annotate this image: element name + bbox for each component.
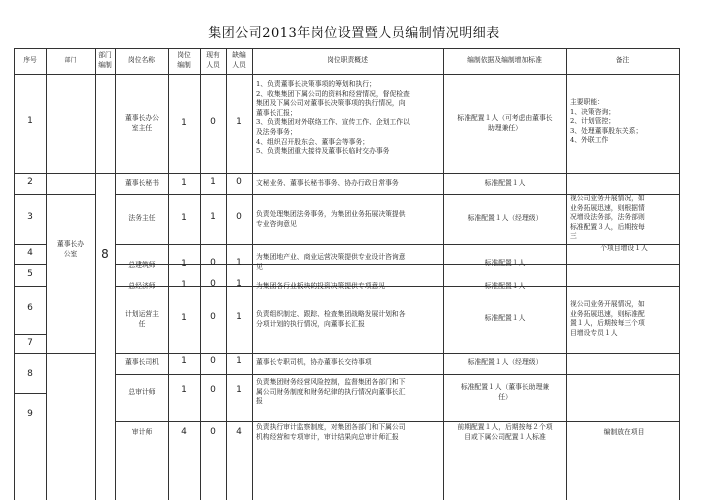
- post-quota: 1: [181, 118, 187, 128]
- post-name: 计划运营主 任: [125, 310, 159, 328]
- header-basis: 编制依据及编制增加标准: [467, 56, 542, 65]
- post-quota: 1: [181, 356, 187, 366]
- grid-line: [14, 393, 46, 394]
- vacancy: 1: [236, 258, 242, 268]
- row-seq: 5: [27, 269, 33, 279]
- row-seq: 2: [27, 177, 33, 187]
- grid-line: [14, 244, 46, 245]
- grid-line: [95, 48, 96, 500]
- row-seq: 8: [27, 369, 33, 379]
- post-name: 董事长司机: [125, 358, 159, 366]
- post-quota: 4: [181, 427, 187, 437]
- grid-line: [115, 353, 680, 354]
- grid-line: [252, 48, 253, 500]
- row-seq: 3: [27, 212, 33, 222]
- header-remark: 备注: [615, 56, 630, 65]
- post-quota: 1: [181, 213, 187, 223]
- grid-line: [14, 173, 680, 174]
- remark: 个项目增设１人: [600, 244, 648, 252]
- duties: 负责组织制定、跟踪、检查集团战略发展计划和各 分项计划的执行情况，向董事长汇报: [256, 310, 406, 328]
- dept-name: 董事长办 公室: [56, 240, 85, 258]
- grid-line: [14, 264, 46, 265]
- duties: 为集团各行业板块的投资决策提供专项意见: [256, 282, 386, 290]
- remark: 视公司业务开展情况，如 业务拓展迅速，则根据情 况增设法务部，法务部则 标准配置３人，后期按每 三: [570, 194, 645, 241]
- header-dept-quota: 部门 编制: [98, 51, 112, 69]
- vacancy: 0: [236, 212, 242, 222]
- remark: 编制放在项目: [603, 428, 645, 436]
- row-seq: 9: [27, 409, 33, 419]
- current-staff: 0: [210, 312, 216, 322]
- basis: 标准配置１人: [484, 179, 526, 187]
- vacancy: 1: [236, 356, 242, 366]
- dept-quota: 8: [101, 247, 109, 261]
- vacancy: 0: [236, 177, 242, 187]
- staffing-table: [14, 48, 680, 500]
- post-name: 总审计师: [128, 388, 156, 396]
- current-staff: 1: [210, 177, 216, 187]
- duties: 负责处理集团法务事务，为集团业务拓展决策提供 专业咨询意见: [256, 210, 406, 228]
- duties: 董事长专职司机，协办董事长交待事项: [256, 358, 372, 366]
- row-seq: 1: [27, 116, 33, 126]
- grid-line: [14, 194, 95, 195]
- post-name: 董事长办公 室主任: [125, 114, 159, 132]
- basis: 标准配置１人（可考虑由董事长 助理兼任）: [457, 114, 553, 132]
- current-staff: 0: [210, 117, 216, 127]
- grid-line: [679, 48, 680, 500]
- post-name: 董事长秘书: [125, 179, 159, 187]
- remark: 主要职能： 1、决策咨询； 2、计划管控； 3、处理董事股东关系； 4、外联工作: [570, 98, 643, 145]
- basis: 标准配置１人: [484, 314, 526, 322]
- basis: 标准配置１人（经理级）: [467, 358, 543, 366]
- grid-line: [566, 48, 567, 500]
- basis: 前期配置１人，后期按每２个项 目或下属公司配置１人标准: [457, 423, 553, 441]
- header-post-quota: 岗位 编制: [177, 51, 191, 69]
- vacancy: 4: [236, 427, 242, 437]
- basis: 标准配置１人: [484, 259, 526, 267]
- header-post-name: 岗位名称: [127, 56, 156, 65]
- current-staff: 0: [210, 356, 216, 366]
- vacancy: 1: [236, 117, 242, 127]
- basis: 标准配置１人: [484, 282, 526, 290]
- current-staff: 0: [210, 279, 216, 289]
- row-seq: 4: [27, 248, 33, 258]
- duties: 负责执行审计监察制度，对集团各部门和下属公司 机构经营和专项审计，审计结果向总审计师汇报: [256, 423, 406, 441]
- vacancy: 1: [236, 279, 242, 289]
- post-name: 总建筑师: [128, 261, 156, 269]
- header-duties: 岗位职责概述: [327, 56, 368, 65]
- vacancy: 1: [236, 385, 242, 395]
- post-quota: 1: [181, 178, 187, 188]
- header-vacancy: 缺编 人员: [232, 51, 246, 69]
- post-quota: 1: [181, 280, 187, 290]
- row-seq: 6: [27, 303, 33, 313]
- grid-line: [115, 374, 680, 375]
- current-staff: 0: [210, 385, 216, 395]
- row-seq: 7: [27, 338, 33, 348]
- duties: 为集团地产业、商业运营决策提供专业设计咨询意 见: [256, 253, 406, 271]
- current-staff: 0: [210, 258, 216, 268]
- header-seq: 序号: [23, 56, 37, 65]
- post-name: 法务主任: [128, 214, 156, 222]
- vacancy: 1: [236, 312, 242, 322]
- current-staff: 1: [210, 212, 216, 222]
- grid-line: [14, 74, 680, 75]
- grid-line: [14, 286, 46, 287]
- grid-line: [115, 48, 116, 500]
- grid-line: [14, 353, 95, 354]
- post-name: 审计师: [131, 428, 153, 436]
- header-current: 现有 人员: [206, 51, 220, 69]
- duties: 负责集团财务经营风险控制，监督集团各部门和下 属公司财务制度和财务纪律的执行情况向董事长汇 报: [256, 378, 406, 406]
- basis: 标准配置１人（经理级）: [467, 214, 543, 222]
- grid-line: [14, 334, 46, 335]
- duties: 1、负责董事长决策事项的筹划和执行； 2、收集集团下属公司的资料和经营情况，督促检查 集团及下属公司对董事长决策事项的执行情况，向 董事长汇报； 3、负责集团对外联络工作、宣传工作、企划工作以 及法务事务； 4、组织召开股东会、董事会等事务； 5、负责集团重大接待及董事长临时交办事务: [256, 80, 410, 156]
- duties: 文秘业务、董事长秘书事务、协办行政日常事务: [256, 179, 399, 187]
- post-quota: 1: [181, 259, 187, 269]
- post-quota: 1: [181, 385, 187, 395]
- page-title: 集团公司2013年岗位设置暨人员编制情况明细表: [208, 26, 500, 41]
- header-dept: 部门: [64, 57, 77, 65]
- basis: 标准配置１人（董事长助理兼 任）: [460, 383, 550, 401]
- post-name: 总经济师: [128, 282, 156, 290]
- post-quota: 1: [181, 313, 187, 323]
- current-staff: 0: [210, 427, 216, 437]
- grid-line: [46, 48, 47, 500]
- remark: 视公司业务开展情况，如 业务拓展迅速，则标准配 置１人，后期按每三个项 目增设专员１人: [570, 300, 645, 337]
- grid-line: [115, 421, 680, 422]
